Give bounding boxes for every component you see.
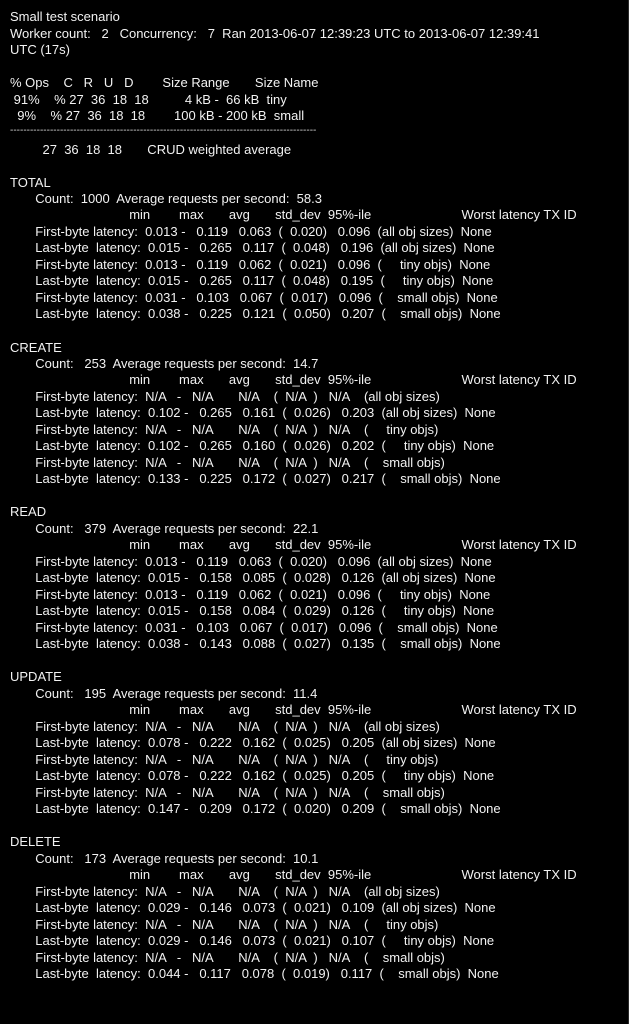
latency-row: Last-byte latency: 0.029 - 0.146 0.073 ( 0.021) 0.107 ( tiny objs) None [10,933,495,948]
latency-row: First-byte latency: N/A - N/A N/A ( N/A ) N/A (all obj sizes) [10,389,440,404]
latency-row: Last-byte latency: 0.015 - 0.158 0.084 ( 0.029) 0.126 ( tiny objs) None [10,603,495,618]
column-header: min max avg std_dev 95%-ile Worst latency TX ID [10,702,577,717]
ops-mix-row: 91% % 27 36 18 18 4 kB - 66 kB tiny [10,92,287,107]
section-count-line: Count: 379 Average requests per second: 22.1 [10,521,319,536]
section-count-line: Count: 173 Average requests per second: 10.1 [10,851,319,866]
section-title-update: UPDATE [10,669,62,684]
latency-row: Last-byte latency: 0.102 - 0.265 0.160 ( 0.026) 0.202 ( tiny objs) None [10,438,495,453]
latency-row: First-byte latency: 0.013 - 0.119 0.063 ( 0.020) 0.096 (all obj sizes) None [10,224,492,239]
latency-row: Last-byte latency: 0.029 - 0.146 0.073 ( 0.021) 0.109 (all obj sizes) None [10,900,496,915]
run-info-line: Worker count: 2 Concurrency: 7 Ran 2013-06-07 12:39:23 UTC to 2013-06-07 12:39:41 [10,26,540,41]
latency-row: Last-byte latency: 0.038 - 0.143 0.088 ( 0.027) 0.135 ( small objs) None [10,636,501,651]
latency-row: First-byte latency: 0.031 - 0.103 0.067 ( 0.017) 0.096 ( small objs) None [10,290,498,305]
latency-row: First-byte latency: 0.013 - 0.119 0.062 ( 0.021) 0.096 ( tiny objs) None [10,587,491,602]
latency-row: First-byte latency: N/A - N/A N/A ( N/A ) N/A ( small objs) [10,455,445,470]
section-title-read: READ [10,504,47,519]
latency-row: First-byte latency: 0.013 - 0.119 0.063 ( 0.020) 0.096 (all obj sizes) None [10,554,492,569]
latency-row: First-byte latency: N/A - N/A N/A ( N/A ) N/A ( small objs) [10,950,445,965]
separator-line: -------------------------------------------------------------------------------------------- [10,125,317,136]
report-title: Small test scenario [10,9,120,24]
section-count-line: Count: 195 Average requests per second: 11.4 [10,686,318,701]
latency-row: Last-byte latency: 0.044 - 0.117 0.078 ( 0.019) 0.117 ( small objs) None [10,966,499,981]
column-header: min max avg std_dev 95%-ile Worst latency TX ID [10,372,577,387]
latency-row: Last-byte latency: 0.078 - 0.222 0.162 ( 0.025) 0.205 ( tiny objs) None [10,768,495,783]
latency-row: First-byte latency: N/A - N/A N/A ( N/A ) N/A ( small objs) [10,785,445,800]
latency-row: Last-byte latency: 0.038 - 0.225 0.121 ( 0.050) 0.207 ( small objs) None [10,306,501,321]
ops-mix-header: % Ops C R U D Size Range Size Name [10,75,319,90]
latency-row: First-byte latency: N/A - N/A N/A ( N/A ) N/A (all obj sizes) [10,719,440,734]
section-count-line: Count: 253 Average requests per second: 14.7 [10,356,319,371]
latency-row: First-byte latency: N/A - N/A N/A ( N/A ) N/A (all obj sizes) [10,884,440,899]
section-count-line: Count: 1000 Average requests per second: 58.3 [10,191,322,206]
column-header: min max avg std_dev 95%-ile Worst latency TX ID [10,537,577,552]
ops-mix-row: 9% % 27 36 18 18 100 kB - 200 kB small [10,108,305,123]
latency-row: Last-byte latency: 0.078 - 0.222 0.162 ( 0.025) 0.205 (all obj sizes) None [10,735,496,750]
latency-row: Last-byte latency: 0.015 - 0.265 0.117 ( 0.048) 0.195 ( tiny objs) None [10,273,494,288]
run-info-line-cont: UTC (17s) [10,42,70,57]
latency-row: First-byte latency: 0.013 - 0.119 0.062 ( 0.021) 0.096 ( tiny objs) None [10,257,491,272]
latency-row: First-byte latency: 0.031 - 0.103 0.067 ( 0.017) 0.096 ( small objs) None [10,620,498,635]
latency-row: First-byte latency: N/A - N/A N/A ( N/A ) N/A ( tiny objs) [10,422,439,437]
latency-row: Last-byte latency: 0.147 - 0.209 0.172 ( 0.020) 0.209 ( small objs) None [10,801,501,816]
section-title-total: TOTAL [10,175,51,190]
latency-row: Last-byte latency: 0.102 - 0.265 0.161 ( 0.026) 0.203 (all obj sizes) None [10,405,496,420]
latency-row: First-byte latency: N/A - N/A N/A ( N/A ) N/A ( tiny objs) [10,917,439,932]
crud-weighted-average: 27 36 18 18 CRUD weighted average [10,142,292,157]
column-header: min max avg std_dev 95%-ile Worst latency TX ID [10,867,577,882]
latency-row: Last-byte latency: 0.015 - 0.265 0.117 ( 0.048) 0.196 (all obj sizes) None [10,240,495,255]
latency-row: Last-byte latency: 0.015 - 0.158 0.085 ( 0.028) 0.126 (all obj sizes) None [10,570,496,585]
column-header: min max avg std_dev 95%-ile Worst latency TX ID [10,207,577,222]
section-title-create: CREATE [10,340,62,355]
latency-row: Last-byte latency: 0.133 - 0.225 0.172 ( 0.027) 0.217 ( small objs) None [10,471,501,486]
latency-row: First-byte latency: N/A - N/A N/A ( N/A ) N/A ( tiny objs) [10,752,439,767]
section-title-delete: DELETE [10,834,61,849]
